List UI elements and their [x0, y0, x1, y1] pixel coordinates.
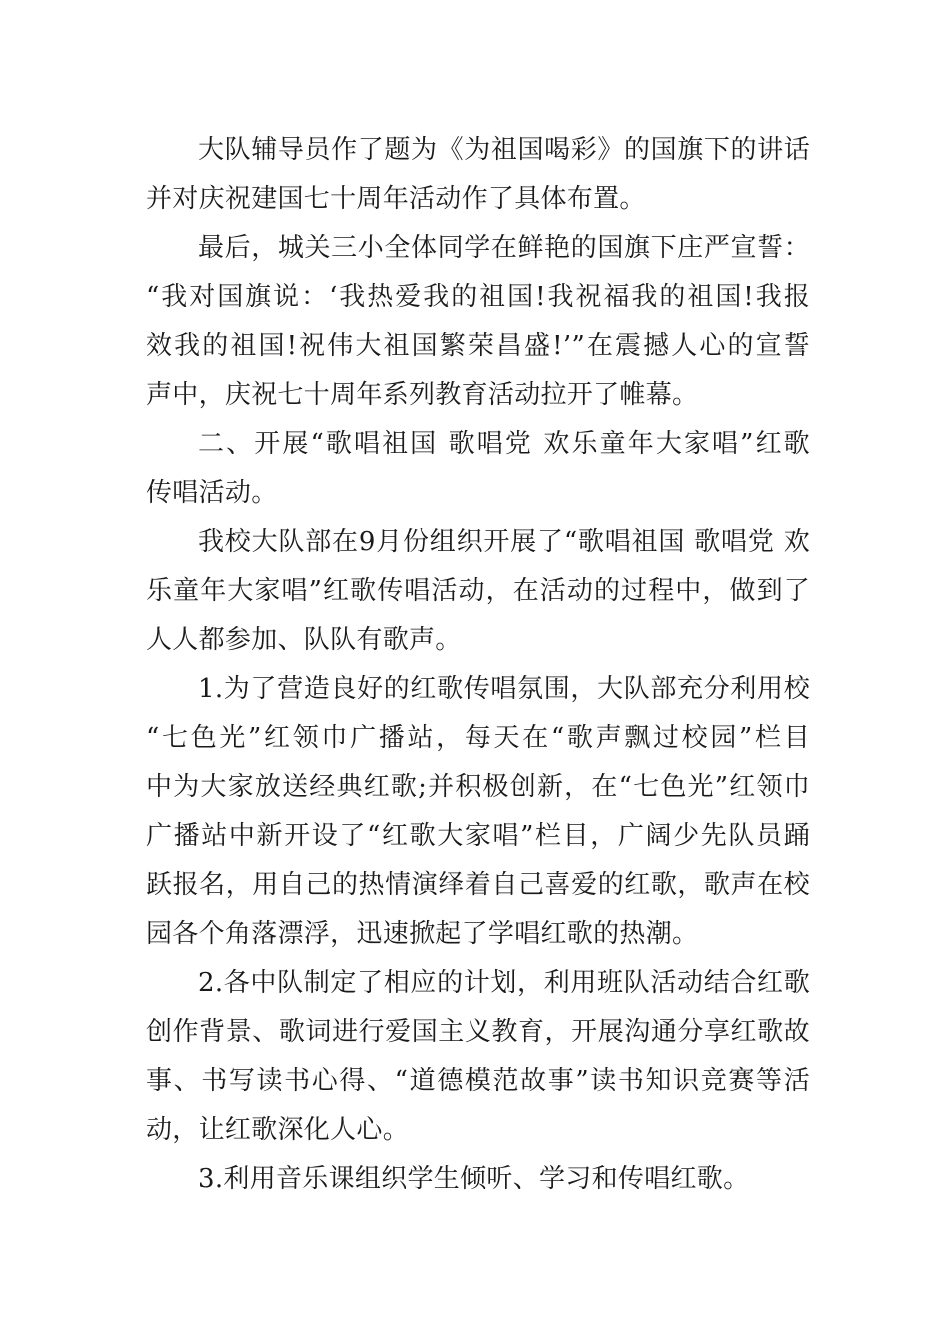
text-line: 2.各中队制定了相应的计划，利用班队活动结合红歌	[198, 968, 810, 998]
text-line: 传唱活动。	[146, 478, 278, 508]
text-line: 并对庆祝建国七十周年活动作了具体布置。	[146, 184, 646, 214]
text-line: 人人都参加、队队有歌声。	[146, 625, 462, 655]
text-line: 二、开展“歌唱祖国 歌唱党 欢乐童年大家唱”红歌	[198, 429, 810, 459]
text-line: 我校大队部在9月份组织开展了“歌唱祖国 歌唱党 欢	[198, 527, 810, 557]
text-line: 最后，城关三小全体同学在鲜艳的国旗下庄严宣誓：	[198, 233, 810, 263]
text-line: 园各个角落漂浮，迅速掀起了学唱红歌的热潮。	[146, 919, 699, 949]
text-line: 跃报名，用自己的热情演绎着自己喜爱的红歌，歌声在校	[146, 870, 810, 900]
text-line: 广播站中新开设了“红歌大家唱”栏目，广阔少先队员踊	[146, 821, 810, 851]
text-line: 1.为了营造良好的红歌传唱氛围，大队部充分利用校	[198, 674, 810, 704]
list-item	[146, 959, 810, 1155]
document-body	[146, 126, 810, 1204]
list-item	[146, 1155, 810, 1204]
text-line: 创作背景、歌词进行爱国主义教育，开展沟通分享红歌故	[146, 1017, 810, 1047]
paragraph	[146, 126, 810, 224]
paragraph	[146, 518, 810, 665]
text-line: 动，让红歌深化人心。	[146, 1115, 410, 1145]
text-line: “七色光”红领巾广播站，每天在“歌声飘过校园”栏目	[146, 723, 810, 753]
text-line: 乐童年大家唱”红歌传唱活动，在活动的过程中，做到了	[146, 576, 810, 606]
text-line: 3.利用音乐课组织学生倾听、学习和传唱红歌。	[198, 1164, 750, 1194]
section-heading	[146, 420, 810, 518]
text-line: “我对国旗说：‘我热爱我的祖国!我祝福我的祖国!我报	[146, 282, 810, 312]
text-line: 大队辅导员作了题为《为祖国喝彩》的国旗下的讲话	[198, 135, 810, 165]
text-line: 中为大家放送经典红歌;并积极创新，在“七色光”红领巾	[146, 772, 810, 802]
text-line: 事、书写读书心得、“道德模范故事”读书知识竞赛等活	[146, 1066, 810, 1096]
paragraph	[146, 224, 810, 420]
list-item	[146, 665, 810, 959]
text-line: 声中，庆祝七十周年系列教育活动拉开了帷幕。	[146, 380, 699, 410]
text-line: 效我的祖国!祝伟大祖国繁荣昌盛!’”在震撼人心的宣誓	[146, 331, 810, 361]
